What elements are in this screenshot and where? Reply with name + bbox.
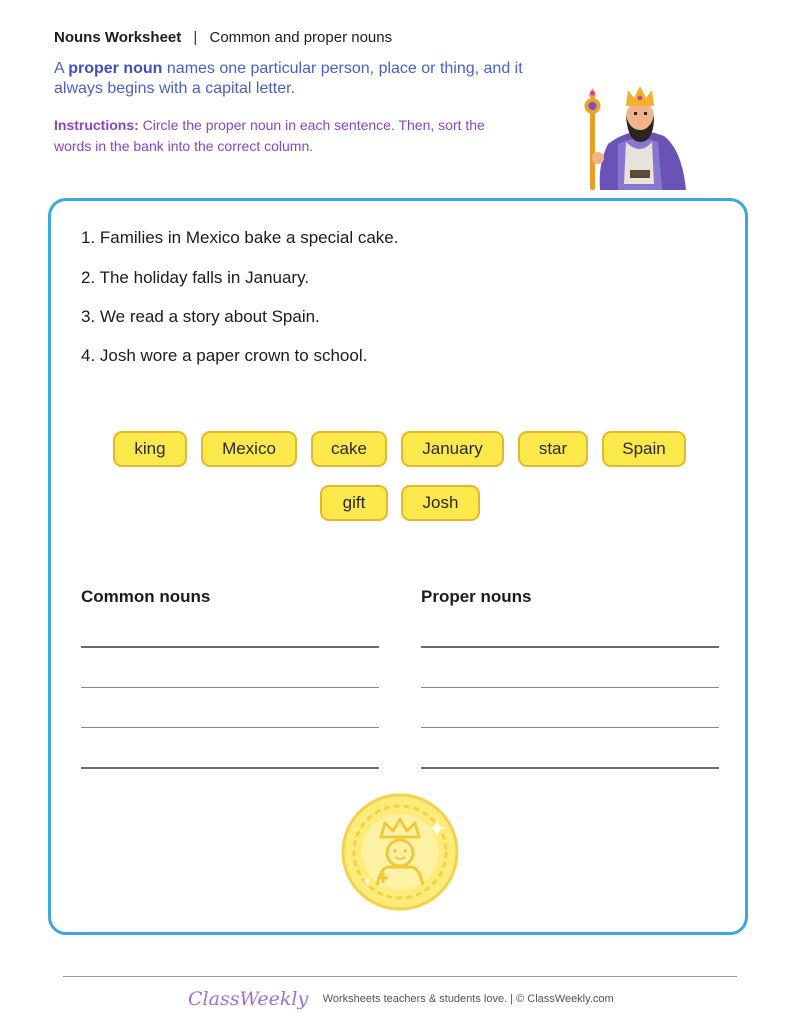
king-illustration <box>578 84 690 192</box>
word-chip-star[interactable]: star <box>518 431 588 467</box>
definition-body: names one particular person, place or thing, and it always begins with a capital letter. <box>54 60 523 97</box>
proper-answer-line-1[interactable] <box>421 646 719 648</box>
common-answer-line-3[interactable] <box>81 727 379 728</box>
word-chip-josh[interactable]: Josh <box>401 485 480 521</box>
definition-prefix: A <box>54 60 69 77</box>
word-chip-january[interactable]: January <box>401 431 504 467</box>
footer <box>188 988 614 1010</box>
word-chip-spain[interactable]: Spain <box>602 431 686 467</box>
instructions-text <box>54 115 524 157</box>
sentence-3[interactable]: 3. We read a story about Spain. <box>81 307 320 326</box>
common-answer-line-2[interactable] <box>81 687 379 688</box>
definition-keyword: proper noun <box>68 60 163 77</box>
common-answer-line-4[interactable] <box>81 767 379 769</box>
instructions-body: Circle the proper noun in each sentence. Then, sort the words in the bank into the correct column. <box>54 117 485 154</box>
footer-divider <box>63 976 737 977</box>
title-separator: | <box>193 29 198 46</box>
word-chip-mexico[interactable]: Mexico <box>201 431 297 467</box>
crown-medal-icon <box>341 793 459 911</box>
sentence-4[interactable]: 4. Josh wore a paper crown to school. <box>81 346 368 365</box>
common-nouns-heading: Common nouns <box>81 587 211 606</box>
proper-answer-line-4[interactable] <box>421 767 719 769</box>
word-chip-gift[interactable]: gift <box>320 485 388 521</box>
worksheet-title <box>54 29 392 46</box>
proper-nouns-heading: Proper nouns <box>421 587 532 606</box>
definition-text <box>54 59 574 99</box>
word-chip-king[interactable]: king <box>113 431 187 467</box>
word-chip-cake[interactable]: cake <box>311 431 387 467</box>
proper-answer-line-3[interactable] <box>421 727 719 728</box>
sentence-1[interactable]: 1. Families in Mexico bake a special cake. <box>81 228 399 247</box>
subtitle-text: Common and proper nouns <box>209 29 393 46</box>
title-text: Nouns Worksheet <box>54 29 182 46</box>
common-answer-line-1[interactable] <box>81 646 379 648</box>
brand-logo[interactable]: ClassWeekly <box>188 988 309 1010</box>
sentence-2[interactable]: 2. The holiday falls in January. <box>81 268 310 287</box>
proper-answer-line-2[interactable] <box>421 687 719 688</box>
instructions-label: Instructions: <box>54 117 139 133</box>
footer-tagline: Worksheets teachers & students love. | © ClassWeekly.com <box>322 993 614 1005</box>
